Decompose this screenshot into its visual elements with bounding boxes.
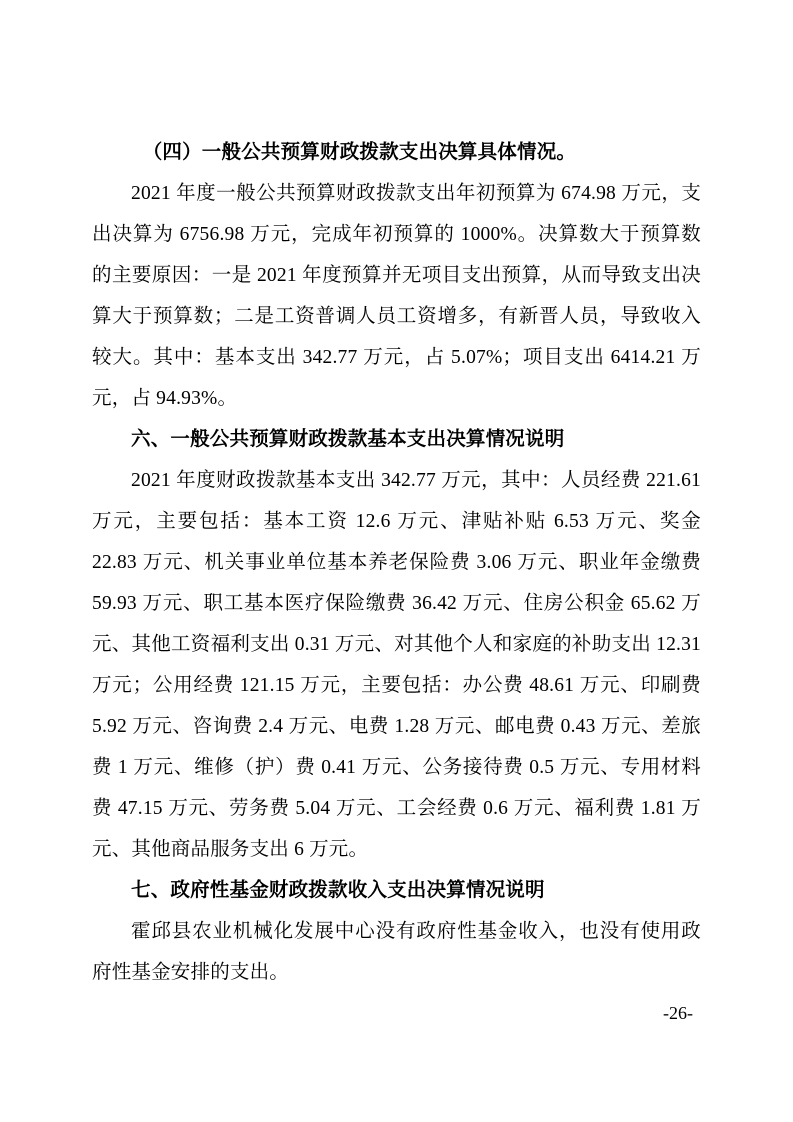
page-number: -26-	[663, 1003, 693, 1023]
section-four-paragraph: 2021 年度一般公共预算财政拨款支出年初预算为 674.98 万元，支出决算为 6756.98 万元，完成年初预算的 1000%。决算数大于预算数的主要原因：一是 2021 年度预算并无项目支出预算，从而导致支出决算大于预算数；二是工资普调人员工资增多，有新晋人员，导致收入较大。其中：基本支出 342.77 万元，占 5.07%；项目支出 6414.21 万元，占 94.93%。	[92, 183, 701, 409]
section-heading-seven: 七、政府性基金财政拨款收入支出决算情况说明	[131, 880, 545, 901]
section-seven-paragraph: 霍邱县农业机械化发展中心没有政府性基金收入，也没有使用政府性基金安排的支出。	[92, 921, 701, 983]
section-heading-four: （四）一般公共预算财政拨款支出决算具体情况。	[142, 142, 577, 163]
section-six-paragraph: 2021 年度财政拨款基本支出 342.77 万元，其中：人员经费 221.61 万元，主要包括：基本工资 12.6 万元、津贴补贴 6.53 万元、奖金 22.83 万元、机关事业单位基本养老保险费 3.06 万元、职业年金缴费 59.93 万元、职工基本医疗保险缴费 36.42 万元、住房公积金 65.62 万元、其他工资福利支出 0.31 万元、对其他个人和家庭的补助支出 12.31 万元；公用经费 121.15 万元，主要包括：办公费 48.61 万元、印刷费 5.92 万元、咨询费 2.4 万元、电费 1.28 万元、邮电费 0.43 万元、差旅费 1 万元、维修（护）费 0.41 万元、公务接待费 0.5 万元、专用材料费 47.15 万元、劳务费 5.04 万元、工会经费 0.6 万元、福利费 1.81 万元、其他商品服务支出 6 万元。	[92, 470, 701, 860]
section-heading-six: 六、一般公共预算财政拨款基本支出决算情况说明	[131, 429, 565, 450]
document-body	[92, 132, 701, 993]
